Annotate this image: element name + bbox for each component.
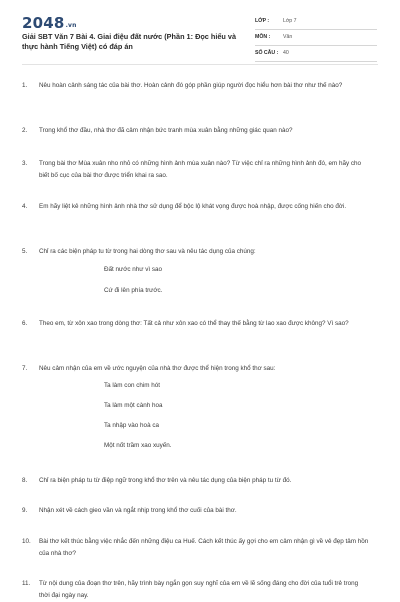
question-text: Trong bài thơ Mùa xuân nho nhỏ có những hình ảnh mùa xuân nào? Từ việc chỉ ra những hình ảnh đó, em hãy cho biết bố cục của bài thơ được triển khai ra sao.	[39, 160, 362, 179]
question-text: Theo em, từ xôn xao trong dòng thơ: Tất cả như xôn xao có thể thay thế bằng từ lao xao được không? Vì sao?	[39, 320, 349, 327]
meta-row-class	[255, 14, 377, 30]
question-number: 7.	[22, 365, 28, 372]
meta-label: MÔN :	[255, 34, 271, 40]
question-text: Bài thơ kết thúc bằng việc nhắc đến những điệu ca Huế. Cách kết thúc ấy gợi cho em cảm nhận gì về vẻ đẹp tâm hồn của nhà thơ?	[39, 538, 369, 557]
logo-suffix: .vn	[65, 22, 77, 29]
question-text: Nêu hoàn cảnh sáng tác của bài thơ. Hoàn cảnh đó góp phần giúp người đọc hiểu hơn bài thơ như thế nào?	[39, 82, 343, 89]
meta-value: Văn	[283, 34, 293, 40]
poem-line: Ta làm một cành hoa	[104, 402, 163, 409]
question-text: Em hãy liệt kê những hình ảnh nhà thơ sử dụng để bộc lộ khát vọng được hoà nhập, được cống hiến cho đời.	[39, 203, 347, 210]
poem-line: Ta nhập vào hoà ca	[104, 422, 159, 429]
document-meta	[255, 14, 377, 62]
meta-value: Lớp 7	[283, 18, 297, 24]
question-number: 9.	[22, 507, 28, 514]
question-text: Từ nội dung của đoạn thơ trên, hãy trình bày ngắn gọn suy nghĩ của em về lẽ sống đáng cho đời của tuổi trẻ trong thời đại ngày nay.	[39, 580, 359, 599]
header-divider	[22, 64, 378, 65]
poem-line: Một nốt trầm xao xuyến.	[104, 442, 172, 449]
poem-line: Ta làm con chim hót	[104, 382, 160, 389]
question-text: Trong khổ thơ đầu, nhà thơ đã cảm nhận bức tranh mùa xuân bằng những giác quan nào?	[39, 127, 293, 134]
question-text: Nhận xét về cách gieo vần và ngắt nhịp trong khổ thơ cuối của bài thơ.	[39, 507, 237, 514]
poem-line: Cứ đi lên phía trước.	[104, 287, 163, 294]
question-number: 11.	[22, 580, 31, 587]
question-number: 8.	[22, 477, 28, 484]
logo-text: 2048	[22, 14, 65, 32]
meta-row-subject	[255, 30, 377, 46]
meta-value: 40	[283, 50, 289, 56]
document-header	[0, 0, 400, 62]
question-number: 3.	[22, 160, 28, 167]
question-number: 2.	[22, 127, 28, 134]
document-title: Giải SBT Văn 7 Bài 4. Giai điệu đất nước (Phần 1: Đọc hiểu và thực hành Tiếng Việt) có đáp án	[22, 32, 237, 51]
meta-row-question-count	[255, 46, 377, 62]
meta-label: LỚP :	[255, 18, 270, 24]
question-number: 1.	[22, 82, 28, 89]
question-number: 10.	[22, 538, 31, 545]
question-number: 4.	[22, 203, 28, 210]
question-text: Chỉ ra các biện pháp tu từ trong hai dòng thơ sau và nêu tác dụng của chúng:	[39, 248, 256, 255]
meta-label: SỐ CÂU :	[255, 50, 279, 56]
question-text: Chỉ ra biện pháp tu từ điệp ngữ trong khổ thơ trên và nêu tác dụng của biện pháp tu từ đó.	[39, 477, 292, 484]
poem-line: Đất nước như vì sao	[104, 266, 163, 273]
question-number: 5.	[22, 248, 28, 255]
site-logo[interactable]	[22, 14, 77, 32]
question-text: Nêu cảm nhận của em về ước nguyện của nhà thơ được thể hiện trong khổ thơ sau:	[39, 365, 276, 372]
question-number: 6.	[22, 320, 28, 327]
